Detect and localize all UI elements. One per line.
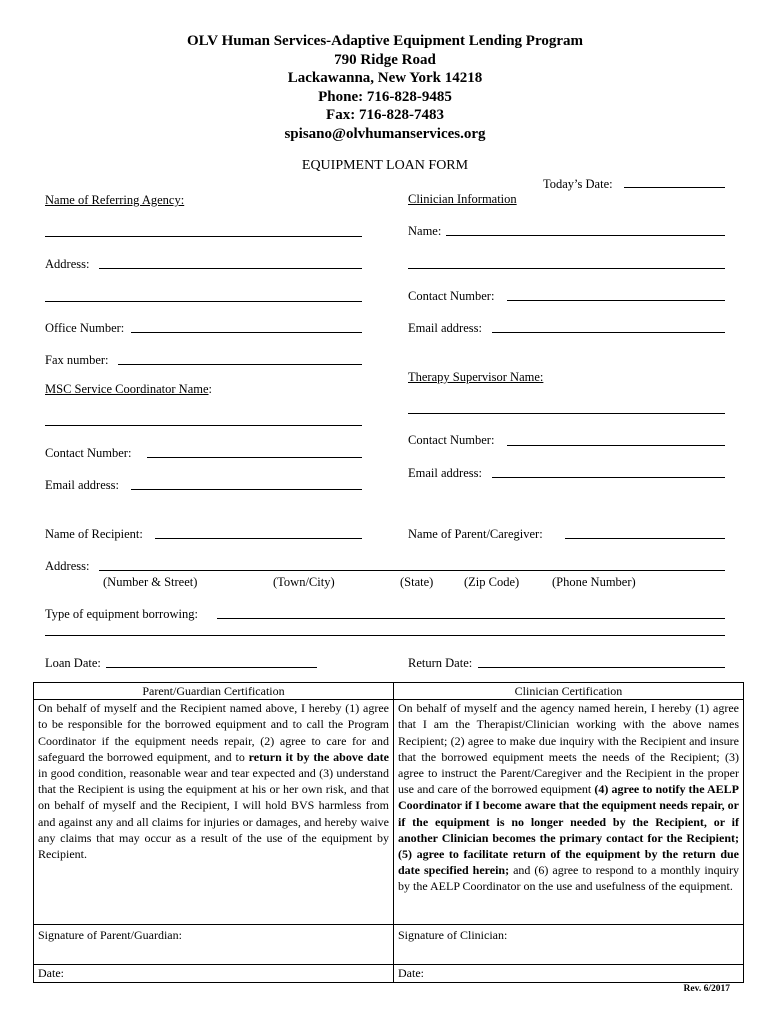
recipient-address-label: Address: — [45, 559, 90, 573]
equipment-type-field[interactable] — [217, 618, 725, 619]
clinician-name-label: Name: — [408, 224, 442, 238]
office-number-label: Office Number: — [45, 321, 125, 335]
return-date-label: Return Date: — [408, 656, 473, 670]
todays-date-label: Today’s Date: — [543, 177, 613, 191]
phone-hint: (Phone Number) — [552, 575, 636, 589]
msc-email-label: Email address: — [45, 478, 119, 492]
clinician-date-cell[interactable] — [394, 965, 744, 983]
parent-signature-label: Signature of Parent/Guardian: — [38, 928, 182, 943]
therapy-supervisor-field[interactable] — [408, 413, 725, 414]
town-hint: (Town/City) — [273, 575, 335, 589]
supervisor-email-field[interactable] — [492, 477, 725, 478]
loan-date-field[interactable] — [106, 667, 317, 668]
clinician-text-part-2: and (6) agree to respond to a monthly inquiry by the AELP Coordinator on the use and usefulness of the equipment. — [398, 863, 739, 894]
parent-date-cell[interactable] — [34, 965, 394, 983]
parent-text-bold: return it by the above date — [248, 749, 389, 764]
msc-contact-label: Contact Number: — [45, 446, 132, 460]
clinician-name-field[interactable] — [446, 235, 725, 236]
referring-agency-label: Name of Referring Agency: — [45, 193, 185, 207]
supervisor-email-label: Email address: — [408, 466, 482, 480]
parent-date-label: Date: — [38, 966, 64, 981]
msc-coordinator-colon: : — [208, 382, 212, 396]
msc-coordinator-field[interactable] — [45, 425, 362, 426]
msc-email-field[interactable] — [131, 489, 362, 490]
msc-coordinator-label — [45, 382, 212, 397]
office-number-field[interactable] — [131, 332, 362, 333]
equipment-type-field-2[interactable] — [45, 635, 725, 636]
msc-contact-field[interactable] — [147, 457, 362, 458]
revision-label: Rev. 6/2017 — [683, 984, 730, 994]
agency-address-label: Address: — [45, 257, 90, 271]
clinician-text-part-1: On behalf of myself and the agency named herein, I hereby (1) agree that I am the Therapist/Clinician working with the above names Recipient; (2) agree to make due inquiry with the Recipient and insure that the borrowed equipment meets the needs of the Recipient; (3) agree to instruct the Parent/Caregiver and the Recipient in the proper use and care of the borrowed equipment — [398, 701, 739, 797]
program-email: spisano@olvhumanservices.org — [284, 125, 486, 142]
parent-text-part-1: On behalf of myself and the Recipient named above, I hereby (1) agree to be responsible for the borrowed equipment and to call the Program Coordinator if the equipment needs repair, (2) agree to care for and safeguard the borrowed equipment, and to — [38, 701, 389, 764]
parent-certification-heading: Parent/Guardian Certification — [34, 683, 394, 700]
therapy-supervisor-label: Therapy Supervisor Name: — [408, 370, 544, 384]
equipment-type-label: Type of equipment borrowing: — [45, 607, 198, 621]
todays-date-field[interactable] — [624, 187, 725, 188]
program-street: 790 Ridge Road — [334, 51, 436, 68]
program-city: Lackawanna, New York 14218 — [287, 70, 483, 86]
clinician-email-field[interactable] — [492, 332, 725, 333]
agency-address-field[interactable] — [99, 268, 362, 269]
clinician-contact-label: Contact Number: — [408, 289, 495, 303]
zip-hint: (Zip Code) — [464, 575, 520, 589]
clinician-date-label: Date: — [398, 966, 424, 981]
parent-name-label: Name of Parent/Caregiver: — [408, 527, 543, 541]
msc-coordinator-label-text: MSC Service Coordinator Name — [45, 382, 209, 396]
clinician-certification-text — [394, 700, 744, 925]
clinician-name-field-2[interactable] — [408, 268, 725, 269]
parent-text-part-2: in good condition, reasonable wear and tear expected and (3) understand that the Recipient is using the equipment at his or her own risk, and that on behalf of myself and the Recipient, I will hold BVS harmless from and against any and all claims for injuries or damages, and hereby waive any claims that may occur as a result of the use of the equipment by Recipient. — [38, 766, 389, 862]
supervisor-contact-label: Contact Number: — [408, 433, 495, 447]
clinician-signature-label: Signature of Clinician: — [398, 928, 508, 943]
referring-agency-field[interactable] — [45, 236, 362, 237]
recipient-name-label: Name of Recipient: — [45, 527, 143, 541]
program-phone: Phone: 716-828-9485 — [318, 88, 452, 105]
parent-signature-cell[interactable] — [34, 925, 394, 965]
agency-address-field-2[interactable] — [45, 301, 362, 302]
recipient-name-field[interactable] — [155, 538, 362, 539]
form-title: EQUIPMENT LOAN FORM — [301, 158, 469, 173]
return-date-field[interactable] — [478, 667, 725, 668]
clinician-contact-field[interactable] — [507, 300, 725, 301]
clinician-email-label: Email address: — [408, 321, 482, 335]
program-header — [0, 32, 770, 143]
state-hint: (State) — [400, 575, 434, 589]
parent-name-field[interactable] — [565, 538, 725, 539]
recipient-address-field[interactable] — [99, 570, 725, 571]
fax-number-label: Fax number: — [45, 353, 109, 367]
fax-number-field[interactable] — [118, 364, 362, 365]
supervisor-contact-field[interactable] — [507, 445, 725, 446]
clinician-signature-cell[interactable] — [394, 925, 744, 965]
street-hint: (Number & Street) — [103, 575, 198, 589]
program-name: OLV Human Services-Adaptive Equipment Lending Program — [186, 33, 583, 49]
loan-date-label: Loan Date: — [45, 656, 101, 670]
clinician-text-bold: (4) agree to notify the AELP Coordinator if I become aware that the equipment needs repair, or if the equipment is no longer needed by the Recipient, or if another Clinician becomes the primary contact for the Recipient; (5) agree to facilitate return of the equipment by the return due date specified herein; — [398, 782, 739, 878]
parent-certification-text — [34, 700, 394, 925]
certification-table — [33, 682, 744, 983]
clinician-certification-heading: Clinician Certification — [394, 683, 744, 700]
clinician-info-heading: Clinician Information — [408, 192, 517, 206]
program-fax: Fax: 716-828-7483 — [326, 107, 444, 123]
